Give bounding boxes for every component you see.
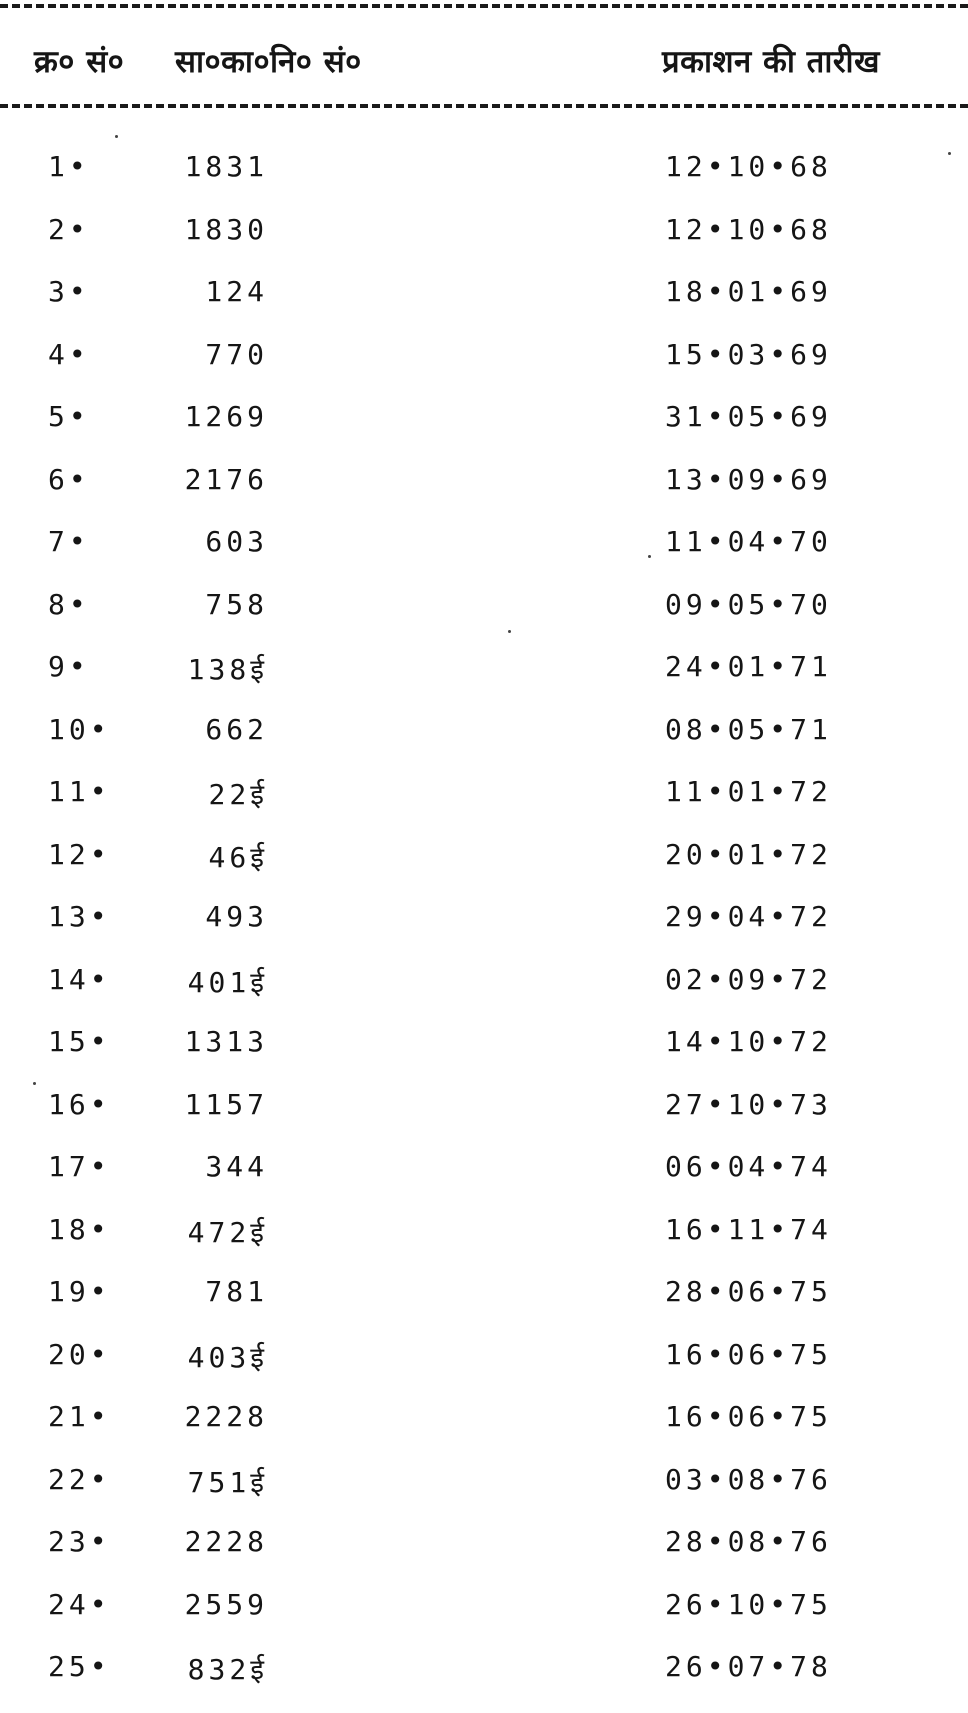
serial-number-cell: 13• (48, 900, 111, 933)
serial-number-cell: 15• (48, 1025, 111, 1058)
publication-date-cell: 26•10•75 (665, 1587, 832, 1621)
serial-number-cell: 14• (48, 962, 111, 996)
serial-number-cell: 24• (48, 1587, 111, 1621)
publication-date-cell: 18•01•69 (665, 275, 832, 308)
table-row (0, 338, 968, 401)
table-row (0, 1275, 968, 1338)
publication-date-cell: 24•01•71 (665, 650, 832, 683)
notification-number-cell: 2559 (184, 1587, 268, 1621)
serial-number-cell: 18• (48, 1212, 111, 1246)
table-row (0, 838, 968, 901)
publication-date-cell: 28•06•75 (665, 1275, 832, 1308)
scan-speck (115, 135, 118, 138)
serial-number-cell: 10• (48, 712, 111, 746)
notification-number-cell: 401ई (187, 965, 268, 999)
serial-number-cell: 20• (48, 1337, 111, 1371)
serial-number-cell: 1• (48, 150, 90, 183)
notification-number-cell: 124 (205, 275, 268, 308)
notification-number-cell: 344 (205, 1150, 268, 1183)
notification-number-cell: 138ई (187, 653, 268, 686)
notification-number-cell: 1269 (184, 400, 268, 433)
serial-number-cell: 11• (48, 775, 111, 808)
publication-date-cell: 12•10•68 (665, 150, 832, 183)
serial-number-cell: 7• (48, 525, 90, 558)
notification-number-cell: 1830 (184, 212, 268, 246)
notification-number-cell: 770 (205, 337, 268, 371)
serial-number-cell: 17• (48, 1150, 111, 1183)
publication-date-cell: 16•11•74 (665, 1212, 832, 1246)
serial-number-cell: 22• (48, 1462, 111, 1496)
serial-number-cell: 6• (48, 462, 90, 496)
table-row (0, 400, 968, 463)
notification-number-cell: 1831 (184, 150, 268, 183)
publication-date-cell: 31•05•69 (665, 400, 832, 433)
publication-date-cell: 28•08•76 (665, 1525, 832, 1558)
serial-number-cell: 3• (48, 275, 90, 308)
table-row (0, 900, 968, 963)
notification-number-cell: 493 (205, 900, 268, 933)
publication-date-cell: 11•04•70 (665, 525, 832, 558)
serial-number-cell: 2• (48, 212, 90, 246)
notification-number-cell: 22ई (208, 778, 268, 811)
table-row (0, 775, 968, 838)
notification-number-cell: 1313 (184, 1025, 268, 1058)
serial-number-cell: 16• (48, 1087, 111, 1121)
serial-number-cell: 9• (48, 650, 90, 683)
scan-speck (948, 152, 951, 155)
scan-speck (648, 555, 651, 558)
table-row (0, 1463, 968, 1526)
publication-date-cell: 20•01•72 (665, 837, 832, 871)
serial-number-cell: 4• (48, 337, 90, 371)
publication-date-cell: 26•07•78 (665, 1650, 832, 1683)
publication-date-cell: 06•04•74 (665, 1150, 832, 1183)
publication-date-cell: 12•10•68 (665, 212, 832, 246)
notification-number-cell: 751ई (187, 1465, 268, 1499)
notification-number-cell: 403ई (187, 1340, 268, 1374)
table-row (0, 150, 968, 213)
table-row (0, 963, 968, 1026)
serial-number-cell: 8• (48, 587, 90, 621)
notification-number-cell: 2228 (184, 1400, 268, 1433)
header-dashed-rule (0, 104, 968, 108)
notification-number-cell: 758 (205, 587, 268, 621)
table-row (0, 1213, 968, 1276)
publication-date-cell: 27•10•73 (665, 1087, 832, 1121)
table-row (0, 650, 968, 713)
notification-number-cell: 662 (205, 712, 268, 746)
table-row (0, 1588, 968, 1651)
serial-number-cell: 21• (48, 1400, 111, 1433)
serial-number-cell: 5• (48, 400, 90, 433)
table-row (0, 463, 968, 526)
serial-number-cell: 12• (48, 837, 111, 871)
notification-number-cell: 832ई (187, 1653, 268, 1686)
table-row (0, 213, 968, 276)
serial-number-cell: 25• (48, 1650, 111, 1683)
publication-date-cell: 13•09•69 (665, 462, 832, 496)
notification-number-cell: 2176 (184, 462, 268, 496)
notification-number-cell: 1157 (184, 1087, 268, 1121)
scan-speck (508, 630, 511, 633)
header-notification-no: सा०का०नि० सं० (175, 44, 362, 80)
table-row (0, 275, 968, 338)
table-row (0, 1150, 968, 1213)
notification-number-cell: 603 (205, 525, 268, 558)
header-serial-no: क्र० सं० (34, 44, 125, 80)
table-row (0, 588, 968, 651)
publication-date-cell: 16•06•75 (665, 1337, 832, 1371)
header-publication-date: प्रकाशन की तारीख (662, 44, 880, 80)
table-row (0, 1400, 968, 1463)
publication-date-cell: 03•08•76 (665, 1462, 832, 1496)
publication-date-cell: 11•01•72 (665, 775, 832, 808)
table-row (0, 713, 968, 776)
table-row (0, 1525, 968, 1588)
table-row (0, 1650, 968, 1713)
notification-number-cell: 781 (205, 1275, 268, 1308)
table-row (0, 525, 968, 588)
publication-date-cell: 09•05•70 (665, 587, 832, 621)
table-row (0, 1025, 968, 1088)
publication-date-cell: 15•03•69 (665, 337, 832, 371)
publication-date-cell: 29•04•72 (665, 900, 832, 933)
publication-date-cell: 02•09•72 (665, 962, 832, 996)
notification-number-cell: 472ई (187, 1215, 268, 1249)
notification-number-cell: 2228 (184, 1525, 268, 1558)
table-body (0, 150, 968, 1713)
publication-date-cell: 08•05•71 (665, 712, 832, 746)
scan-speck (33, 1082, 36, 1085)
publication-date-cell: 16•06•75 (665, 1400, 832, 1433)
table-row (0, 1338, 968, 1401)
serial-number-cell: 23• (48, 1525, 111, 1558)
top-dashed-rule (0, 4, 968, 8)
publication-date-cell: 14•10•72 (665, 1025, 832, 1058)
table-row (0, 1088, 968, 1151)
serial-number-cell: 19• (48, 1275, 111, 1308)
notification-number-cell: 46ई (208, 840, 268, 874)
